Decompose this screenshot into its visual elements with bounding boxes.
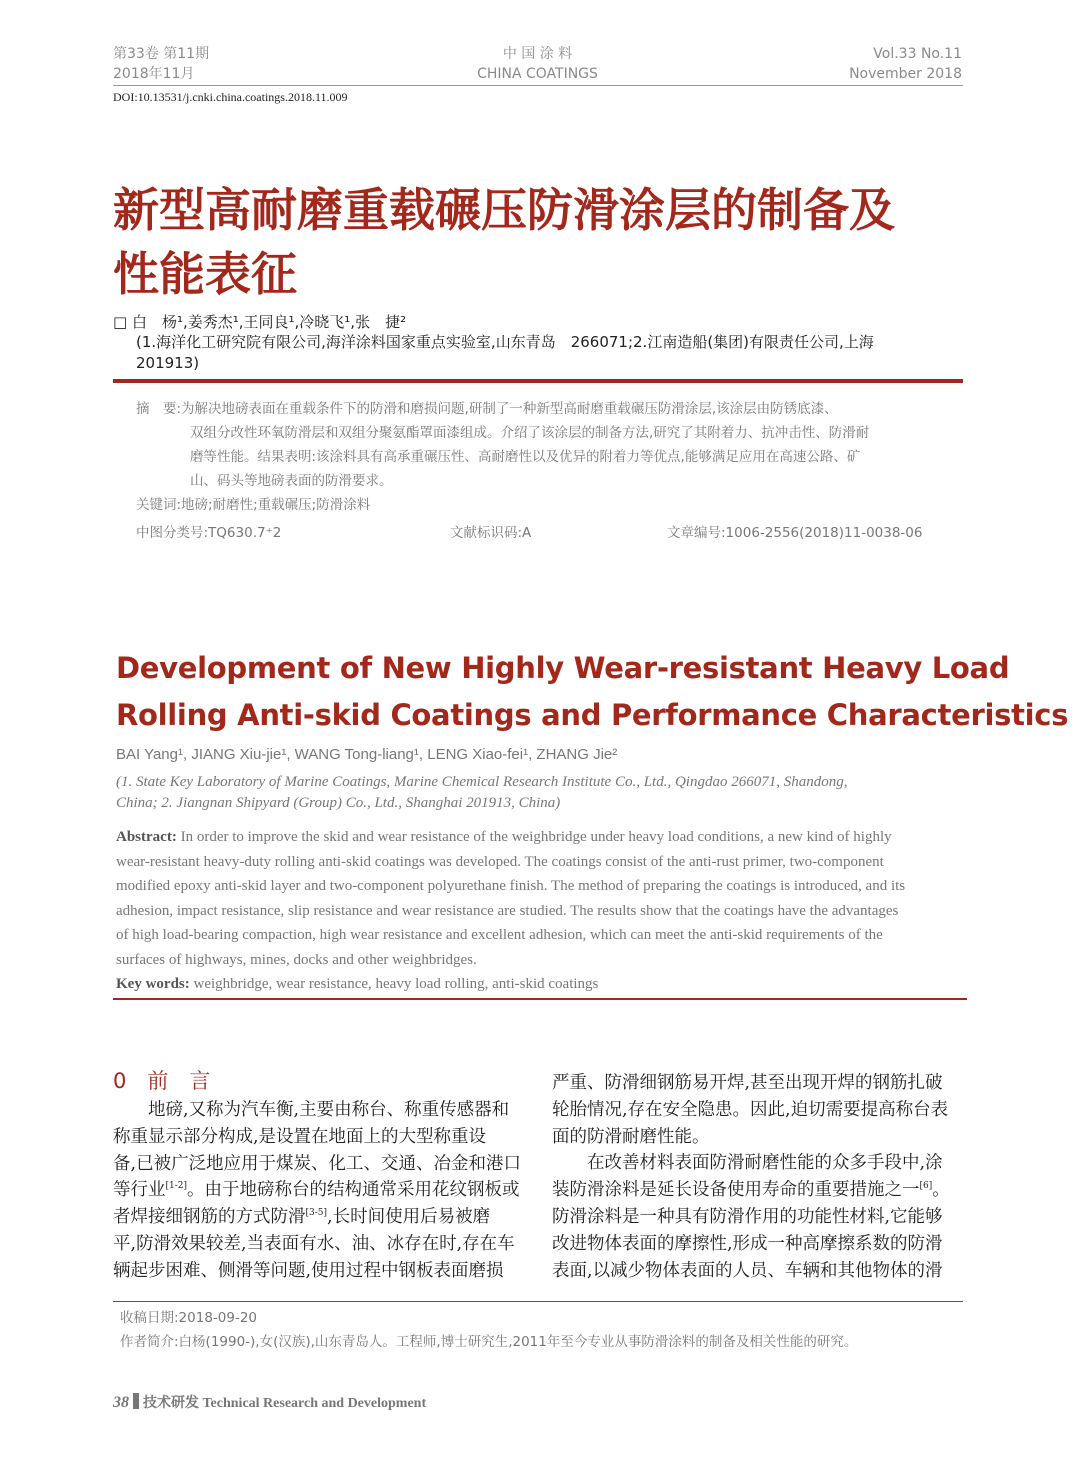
keywords-en: Key words: weighbridge, wear resistance, heavy load rolling, anti-skid coatings xyxy=(116,976,599,992)
title-cn: 新型高耐磨重载碾压防滑涂层的制备及 性能表征 xyxy=(113,183,895,301)
footnote-divider xyxy=(113,1301,963,1302)
abstract-en: Abstract: In order to improve the skid and wear resistance of the weighbridge under heavy load conditions, a new kind of highly wear-resistant heavy-duty rolling anti-skid coatings was developed. The coatings consist of the anti-rust primer, two-component modified epoxy anti-skid layer and two-component polyurethane finish. The method of preparing the coatings is introduced, and its adhesion, impact resistance, slip resistance and wear resistance are studied. The results show that the coatings have the advantages of high load-bearing compaction, high wear resistance and excellent adhesion, which can meet the anti-skid requirements of the surfaces of highways, mines, docks and other weighbridges. Key words: weighbridge, wear resistance, heavy load rolling, anti-skid coatings xyxy=(116,825,968,997)
section-heading: 0 前 言 xyxy=(113,1069,211,1093)
header-journal: 中 国 涂 料 CHINA COATINGS xyxy=(477,46,598,82)
affiliation-cn: (1.海洋化工研究院有限公司,海洋涂料国家重点实验室,山东青岛 266071;2.江南造船(集团)有限责任公司,上海 201913) xyxy=(136,333,874,372)
footnote: 收稿日期:2018-09-20 作者简介:白杨(1990-),女(汉族),山东青岛人。工程师,博士研究生,2011年至今专业从事防滑涂料的制备及相关性能的研究。 xyxy=(120,1310,858,1350)
document-code: 文献标识码:A xyxy=(450,525,532,541)
header-volume: 第33卷 第11期 2018年11月 xyxy=(113,46,210,82)
authors-en: BAI Yang¹, JIANG Xiu-jie¹, WANG Tong-liang¹, LENG Xiao-fei¹, ZHANG Jie² xyxy=(116,746,618,763)
header-volume-en: Vol.33 No.11 November 2018 xyxy=(849,46,962,82)
footer-bar xyxy=(133,1393,139,1409)
page-footer: 38 技术研发 Technical Research and Development xyxy=(113,1394,427,1411)
header-divider xyxy=(113,85,963,86)
page-number: 38 xyxy=(113,1394,129,1411)
article-number: 文章编号:1006-2556(2018)11-0038-06 xyxy=(667,525,923,541)
doi: DOI:10.13531/j.cnki.china.coatings.2018.11.009 xyxy=(113,90,348,104)
abstract-rule xyxy=(113,998,967,1000)
authors-cn: □ 白 杨¹,姜秀杰¹,王同良¹,冷晓飞¹,张 捷² xyxy=(113,313,407,331)
clc-number: 中图分类号:TQ630.7⁺2 xyxy=(136,525,282,541)
left-column: 地磅,又称为汽车衡,主要由称台、称重传感器和 称重显示部分构成,是设置在地面上的大型称重设 备,已被广泛地应用于煤炭、化工、交通、冶金和港口 等行业[1-2]。由于地磅称台的结构通常采用花纹钢板或 者焊接细钢筋的方式防滑[3-5],长时间使用后易被磨 平,防滑效果较差,当表面有水、油、冰存在时,存在车 辆起步困难、侧滑等问题,使用过程中钢板表面磨损 xyxy=(113,1100,522,1281)
keywords-cn: 关键词:地磅;耐磨性;重载碾压;防滑涂料 xyxy=(136,497,371,513)
right-column: 严重、防滑细钢筋易开焊,甚至出现开焊的钢筋扎破 轮胎情况,存在安全隐患。因此,迫切需要提高称台表 面的防滑耐磨性能。 在改善材料表面防滑耐磨性能的众多手段中,涂 装防滑涂料是延长设备使用寿命的重要措施之一[6]。 防滑涂料是一种具有防滑作用的功能性材料,它能够 改进物体表面的摩擦性,形成一种高摩擦系数的防滑 表面,以减少物体表面的人员、车辆和其他物体的滑 xyxy=(552,1073,950,1281)
title-rule xyxy=(113,379,963,383)
abstract-cn: 摘 要:为解决地磅表面在重载条件下的防滑和磨损问题,研制了一种新型高耐磨重载碾压防滑涂层,该涂层由防锈底漆、 双组分改性环氧防滑层和双组分聚氨酯罩面漆组成。介绍了该涂层的制备方法,研究了其附着力、抗冲击性、防滑耐 磨等性能。结果表明:该涂料具有高承重碾压性、高耐磨性以及优异的附着力等优点,能够满足应用在高速公路、矿 山、码头等地磅表面的防滑要求。 关键词:地磅;耐磨性;重载碾压;防滑涂料 xyxy=(136,397,869,517)
affiliation-en: (1. State Key Laboratory of Marine Coatings, Marine Chemical Research Institute Co., Ltd., Qingdao 266071, Shandong, China; 2. Jiangnan Shipyard (Group) Co., Ltd., Shanghai 201913, China) xyxy=(116,774,848,811)
title-en: Development of New Highly Wear-resistant Heavy Load Rolling Anti-skid Coatings and Performance Characteristics xyxy=(116,651,1069,732)
